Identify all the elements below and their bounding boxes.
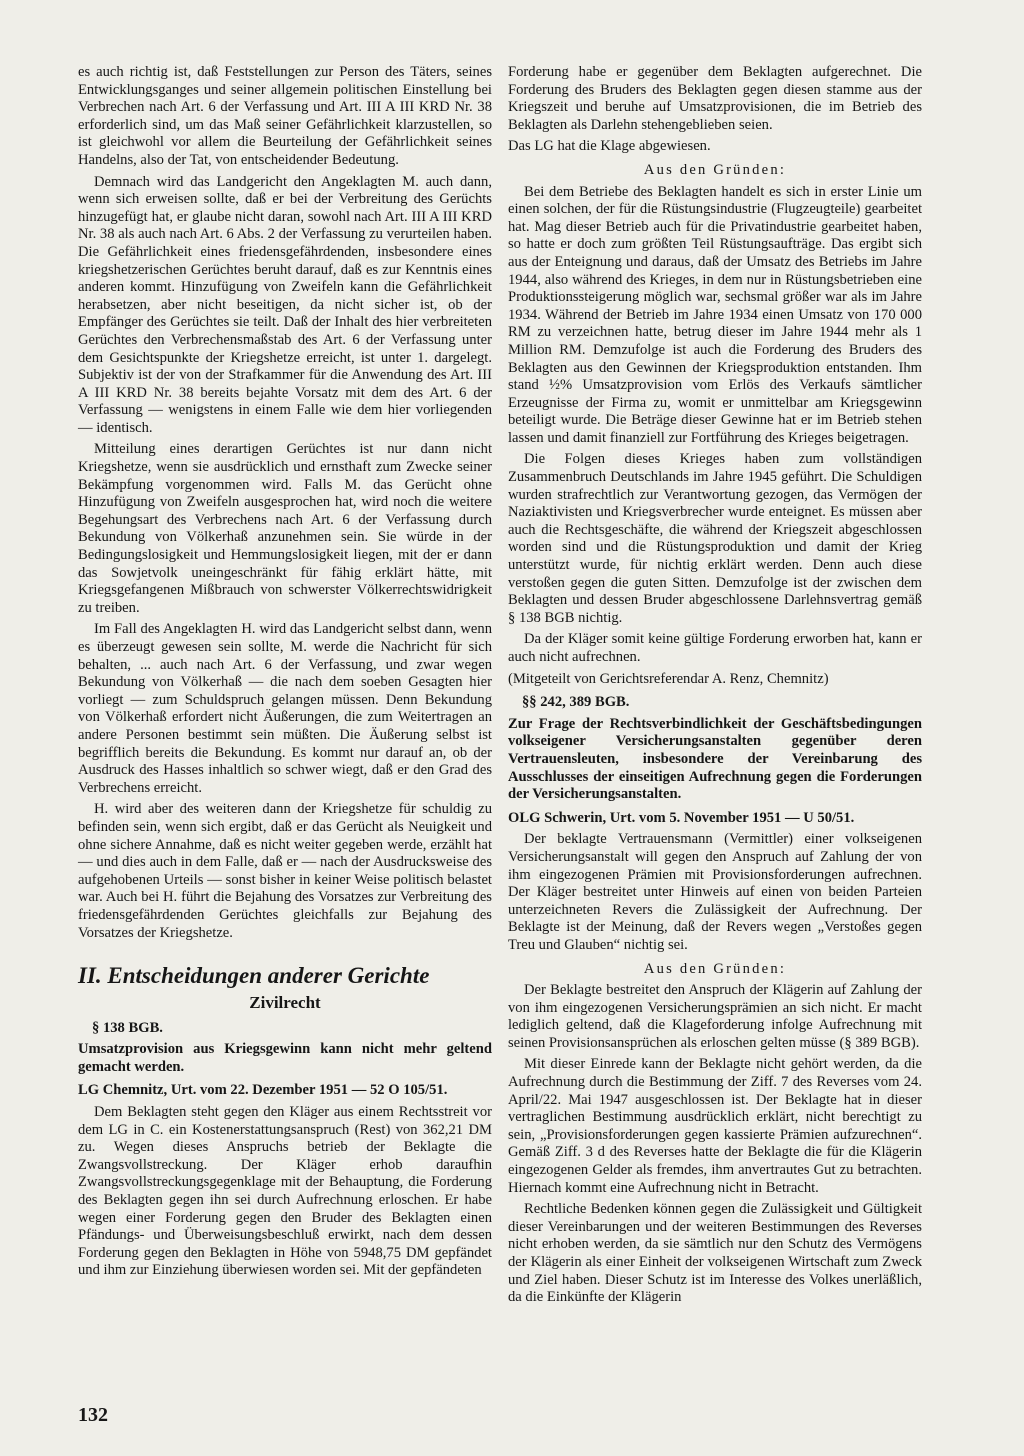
headnote: Umsatzprovision aus Kriegsgewinn kann nicht mehr geltend gemacht werden.	[78, 1041, 492, 1075]
headnote: Zur Frage der Rechtsverbindlichkeit der Geschäftsbedingungen volkseigener Versicherungsanstalten gegenüber deren Vertrauensleuten, insbesondere der Vereinbarung des Ausschlusses der einseitigen Aufrechnung gegen die Forderungen der Versicherungsanstalten.	[508, 715, 922, 803]
paragraph: es auch richtig ist, daß Feststellungen zur Person des Täters, seines Entwicklungsganges und seiner allgemein politischen Einstellung bei Verbrechen nach Art. 6 der Verfassung und Art. III A III KRD Nr. 38 erforderlich sind, um das Maß seiner Gefährlichkeit klarzustellen, so ist gleichwohl vor allem die Beurteilung der Gefährlichkeit seines Handelns, also der Tat, von entscheidender Bedeutung.	[78, 64, 492, 168]
paragraph: Da der Kläger somit keine gültige Forderung erworben hat, kann er auch nicht aufrechnen.	[508, 631, 922, 665]
paragraph: Rechtliche Bedenken können gegen die Zulässigkeit und Gültigkeit dieser Vereinbarungen und der weiteren Bestimmungen des Reverses nicht erhoben werden, da sie sämtlich nur den Schutz des Vermögens der Klägerin als einer Einheit der volkseigenen Wirtschaft zum Zweck und Ziel haben. Dieser Schutz ist im Interesse des Volkes unerläßlich, da die Einkünfte der Klägerin	[508, 1201, 922, 1306]
court-citation: OLG Schwerin, Urt. vom 5. November 1951 — U 50/51.	[508, 809, 855, 826]
paragraph: Die Folgen dieses Krieges haben zum vollständigen Zusammenbruch Deutschlands im Jahre 1945 geführt. Die Schuldigen wurden strafrechtlich zur Verantwortung gezogen, das Vermögen der Naziaktivisten und Kriegsverbrecher wurde enteignet. Es müssen aber auch die Rechtsgeschäfte, die während der Kriegszeit abgeschlossen worden sind und die Rüstungsproduktion und damit der Krieg unterstützt wurde, für nichtig erklärt werden. Denn auch diese verstoßen gegen die guten Sitten. Demzufolge ist der zwischen dem Beklagten und dessen Bruder abgeschlossene Darlehnsvertrag gemäß § 138 BGB nichtig.	[508, 451, 922, 626]
case-text: Der beklagte Vertrauensmann (Vermittler) einer volkseigenen Versicherungsanstalt will gegen den Anspruch auf Zahlung der von ihm eingezogenen Prämien mit Provisionsforderungen aufrechnen. Der Kläger bestreitet unter Hinweis auf einen von beiden Parteien unterzeichneten Revers die Zulässigkeit der Aufrechnung. Der Beklagte ist der Meinung, daß der Revers wegen „Verstoßes gegen Treu und Glauben“ nichtig sei.	[508, 831, 922, 953]
reasons-heading: Aus den Gründen:	[643, 960, 787, 977]
paragraph: Mit dieser Einrede kann der Beklagte nicht gehört werden, da die Aufrechnung durch die Bestimmung der Ziff. 7 des Reverses vom 24. April/22. Mai 1947 ausgeschlossen ist. Der Beklagte hat in dieser vertraglichen Bestimmung ausdrücklich erklärt, nicht berechtigt zu sein, „Provisionsforderungen gegen kassierte Prämien aufzurechnen“. Gemäß Ziff. 3 d des Reverses hatte der Beklagte die für die Klägerin eingezogenen Gelder als fremdes, ihm anvertrautes Gut zu betrachten. Hiernach kommt eine Aufrechnung nicht in Betracht.	[508, 1056, 922, 1196]
law-reference: § 138 BGB.	[92, 1019, 163, 1036]
case-text: Dem Beklagten steht gegen den Kläger aus einem Rechtsstreit vor dem LG in C. ein Kostenerstattungsanspruch (Rest) von 362,21 DM zu. Wegen dieses Anspruchs betrieb der Beklagte die Zwangsvollstreckung. Der Kläger erhob daraufhin Zwangsvollstreckungsgegenklage mit der Behauptung, die Forderung des Beklagten gegen ihn sei durch Aufrechnung erloschen. Er habe wegen einer Forderung gegen den Bruder des Beklagten einen Pfändungs- und Überweisungsbeschluß erwirkt, nach dem dessen Forderung gegen den Beklagten in Höhe von 5948,75 DM gepfändet und ihm zur Einziehung überwiesen worden sei. Mit der gepfändeten	[78, 1104, 492, 1279]
reasons-heading: Aus den Gründen:	[643, 161, 787, 178]
section-title: II. Entscheidungen anderer Gerichte	[78, 963, 430, 989]
paragraph: Im Fall des Angeklagten H. wird das Landgericht selbst dann, wenn es überzeugt gewesen sein sollte, M. werde die Nachricht für sich behalten, ... auch nach Art. 6 der Verfassung, und zwar wegen Bekundung von Völkerhaß — die nach dem soeben Gesagten hier vorliegt — zum Schuldspruch gelangen müssen. Denn Bekundung von Völkerhaß erfordert nicht Äußerungen, die zum Weitertragen an andere Personen bestimmt sein müßten. Die Äußerung selbst ist begrifflich bereits die Bekundung. Es kommt nur darauf an, ob der Ausdruck des Hasses inhaltlich so schwer wiegt, daß er den Grad des Verbrechens erreicht.	[78, 621, 492, 796]
law-reference: §§ 242, 389 BGB.	[522, 694, 630, 711]
paragraph: H. wird aber des weiteren dann der Kriegshetze für schuldig zu befinden sein, wenn sich ergibt, daß er das Gerücht als Neuigkeit und ohne sichere Annahme, daß es nicht weiter gegeben werde, erzählt hat — und dies auch in dem Falle, daß er — nach der Ausdrucksweise des aufgehobenen Urteils — sonst bisher in keiner Weise politisch belastet war. Auch bei H. führt die Bejahung des Vorsatzes zur Verbreitung des friedensgefährdenden Gerüchtes gleichfalls zur Bejahung des Vorsatzes der Kriegshetze.	[78, 801, 492, 941]
subsection-title: Zivilrecht	[249, 993, 321, 1013]
paragraph: Bei dem Betriebe des Beklagten handelt es sich in erster Linie um einen solchen, der für die Rüstungsindustrie (Flugzeugteile) gearbeitet hat. Mag dieser Betrieb auch für die Privatindustrie gearbeitet haben, so hatte er doch zum größten Teil Rüstungsaufträge. Das ergibt sich aus der Enteignung und daraus, daß der Umsatz des Betriebs im Jahre 1944, also während des Krieges, in dem nur in Rüstungsbetrieben eine Produktionssteigerung möglich war, sechsmal größer war als im Jahre 1934. Während der Betrieb im Jahre 1934 einen Umsatz von 170 000 RM zu verzeichnen hatte, betrug dieser im Jahre 1944 mehr als 1 Million RM. Demzufolge ist auch die Forderung des Bruders des Beklagten aus den Gewinnen der Kriegsproduktion entstanden. Ihm stand ½% Umsatzprovision vom Erlös des Verkaufs sämtlicher Erzeugnisse der Firma zu, womit er unmittelbar am Kriegsgewinn beteiligt wurde. Die Beträge dieser Gewinne hat er im Betrieb stehen lassen und damit finanziell zur Fortführung des Krieges beigetragen.	[508, 183, 922, 446]
paragraph: Der Beklagte bestreitet den Anspruch der Klägerin auf Zahlung der von ihm eingezogenen Versicherungsprämien an sich nicht. Er macht lediglich geltend, daß die Klageforderung infolge Aufrechnung mit seinen Provisionsansprüchen als erloschen gelten müsse (§ 389 BGB).	[508, 982, 922, 1051]
attribution: (Mitgeteilt von Gerichtsreferendar A. Renz, Chemnitz)	[508, 670, 829, 687]
paragraph: Forderung habe er gegenüber dem Beklagten aufgerechnet. Die Forderung des Bruders des Beklagten gegen diesen stamme aus der Kriegszeit und beruhe auf Umsatzprovisionen, die im Betrieb des Beklagten als Darlehn stehengeblieben seien.	[508, 64, 922, 133]
paragraph: Das LG hat die Klage abgewiesen.	[508, 138, 711, 155]
right-column	[508, 64, 922, 1311]
court-citation: LG Chemnitz, Urt. vom 22. Dezember 1951 — 52 O 105/51.	[78, 1082, 448, 1099]
page-number: 132	[78, 1404, 108, 1426]
paragraph: Mitteilung eines derartigen Gerüchtes ist nur dann nicht Kriegshetze, wenn sie ausdrücklich und ernsthaft zum Zwecke seiner Bekämpfung vorgenommen wird. Falls M. das Gerücht ohne Hinzufügung von Zweifeln ausgesprochen hat, wird noch die weitere Begehungsart des Verbrechens nach Art. 6 der Verfassung durch Bekundung von Völkerhaß anzunehmen sein. Sie würde in der Bedingungslosigkeit und Hemmungslosigkeit liegen, mit der er dann das Sowjetvolk uneingeschränkt für fähig erklärt hätte, mit Kriegsgefangenen Mißbrauch von schwerster Völkerrechtswidrigkeit zu treiben.	[78, 441, 492, 616]
paragraph: Demnach wird das Landgericht den Angeklagten M. auch dann, wenn sich erweisen sollte, daß er bei der Verbreitung des Gerüchts hinzugefügt hat, er glaube nicht daran, sowohl nach Art. III A III KRD Nr. 38 als auch nach Art. 6 Abs. 2 der Verfassung zu verurteilen haben. Die Gefährlichkeit eines friedensgefährdenden, insbesondere eines kriegshetzerischen Gerüchtes beruht darauf, daß es zur Kenntnis eines anderen kommt. Hinzufügung von Zweifeln kann die Gefährlichkeit herabsetzen, aber nicht beseitigen, da nicht sicher ist, ob der Empfänger des Gerüchtes sie teilt. Daß der Inhalt des hier verbreiteten Gerüchtes den Verbrechensmaßstab des Art. 6 der Verfassung unter dem Gesichtspunkte der Kriegshetze erreicht, ist unter 1. dargelegt. Subjektiv ist der von der Strafkammer für die Anwendung des Art. III A III KRD Nr. 38 bereits bejahte Vorsatz mit dem des Art. 6 der Verfassung — wenigstens in einem Falle wie dem hier vorliegenden — identisch.	[78, 173, 492, 436]
left-column	[78, 64, 492, 1284]
